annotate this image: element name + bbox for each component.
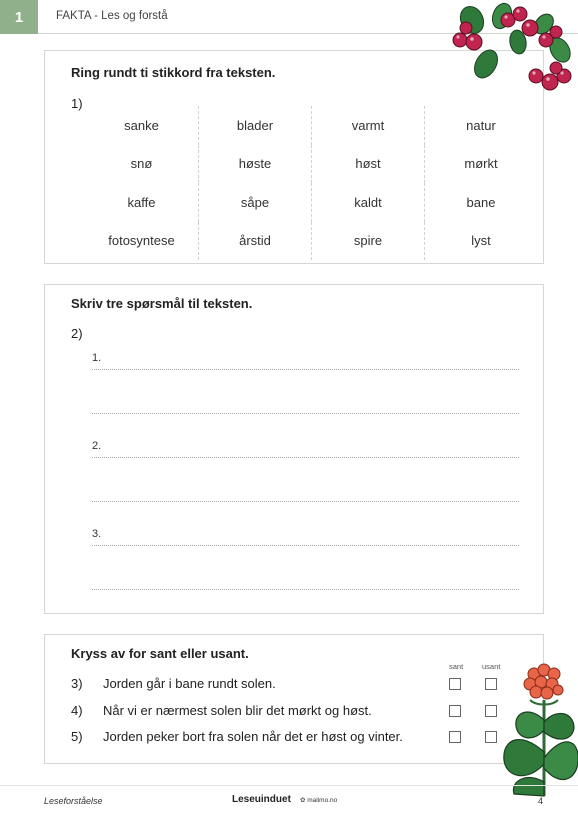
footer-brand-text: malimo.no	[307, 797, 338, 804]
statement-number: 5)	[71, 729, 83, 744]
true-checkbox[interactable]	[449, 678, 461, 690]
chapter-tab	[0, 0, 38, 34]
answer-line[interactable]	[92, 501, 519, 502]
answer-line[interactable]	[92, 369, 519, 370]
question-label-2: 2.	[92, 440, 102, 452]
answer-line[interactable]	[92, 545, 519, 546]
col-header-true: sant	[449, 662, 464, 671]
keyword[interactable]: kaldt	[311, 183, 424, 222]
flower-icon: ✿	[300, 797, 306, 804]
keyword[interactable]: blader	[198, 106, 311, 145]
page-number: 4	[538, 796, 544, 806]
footer-logo-text: Leseuinduet	[232, 794, 291, 805]
keyword[interactable]: mørkt	[424, 145, 537, 184]
keyword[interactable]: spire	[311, 222, 424, 261]
section2-number: 2)	[71, 326, 83, 341]
footer-divider	[0, 785, 578, 786]
keyword[interactable]: lyst	[424, 222, 537, 261]
keyword[interactable]: såpe	[198, 183, 311, 222]
page-header-title: FAKTA - Les og forstå	[56, 10, 168, 22]
false-checkbox[interactable]	[485, 678, 497, 690]
true-false-section	[44, 634, 544, 764]
statement-number: 4)	[71, 703, 83, 718]
section3-title: Kryss av for sant eller usant.	[71, 646, 249, 661]
section2-title: Skriv tre spørsmål til teksten.	[71, 296, 253, 311]
question-label-3: 3.	[92, 528, 102, 540]
keyword[interactable]: snø	[130, 156, 153, 172]
keyword[interactable]: sanke	[124, 117, 159, 133]
questions-section	[44, 284, 544, 614]
statement-text: Jorden peker bort fra solen når det er høst og vinter.	[103, 729, 403, 744]
keyword[interactable]: høste	[198, 145, 311, 184]
false-checkbox[interactable]	[485, 705, 497, 717]
keyword[interactable]: årstid	[198, 222, 311, 261]
keyword-grid	[85, 106, 537, 260]
keyword[interactable]: fotosyntese	[108, 233, 175, 249]
true-checkbox[interactable]	[449, 731, 461, 743]
lingonberry-branch-icon	[452, 2, 576, 98]
keyword[interactable]: kaffe	[127, 194, 156, 210]
false-checkbox[interactable]	[485, 731, 497, 743]
answer-line[interactable]	[92, 413, 519, 414]
section1-title: Ring rundt ti stikkord fra teksten.	[71, 65, 276, 80]
statement-text: Jorden går i bane rundt solen.	[103, 676, 276, 691]
footer-left-text: Leseforståelse	[44, 796, 103, 806]
keyword[interactable]: varmt	[311, 106, 424, 145]
answer-line[interactable]	[92, 589, 519, 590]
chapter-number: 1	[14, 8, 24, 26]
section1-number: 1)	[71, 96, 83, 111]
keyword[interactable]: natur	[424, 106, 537, 145]
keyword[interactable]: bane	[424, 183, 537, 222]
question-label-1: 1.	[92, 352, 102, 364]
answer-line[interactable]	[92, 457, 519, 458]
col-header-false: usant	[482, 662, 501, 671]
keyword[interactable]: høst	[311, 145, 424, 184]
cloudberry-plant-icon	[500, 660, 578, 800]
footer-brand	[300, 796, 337, 804]
statement-text: Når vi er nærmest solen blir det mørkt og høst.	[103, 703, 372, 718]
statement-number: 3)	[71, 676, 83, 691]
true-checkbox[interactable]	[449, 705, 461, 717]
